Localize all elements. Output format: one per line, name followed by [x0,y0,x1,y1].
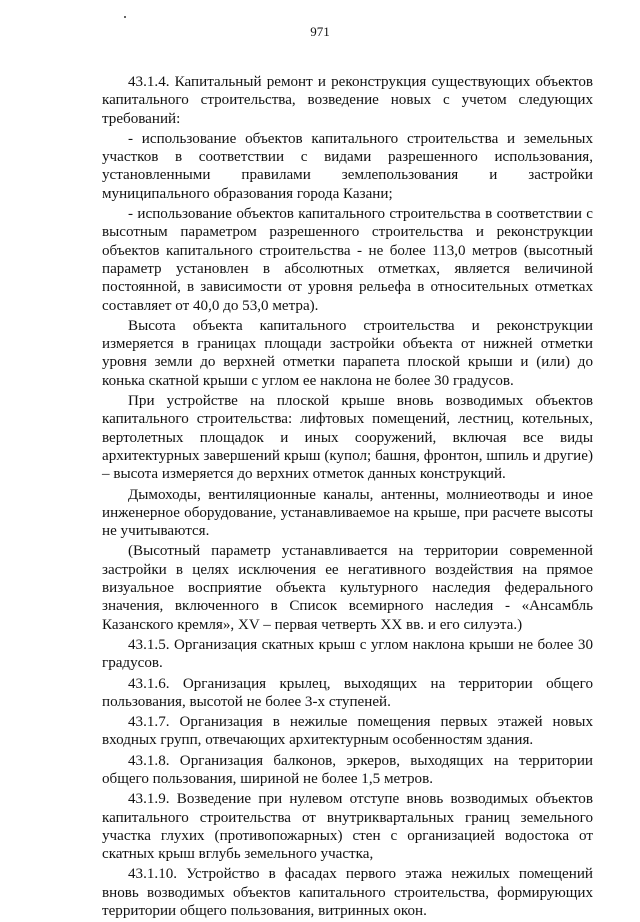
paragraph-43-1-4: 43.1.4. Капитальный ремонт и реконструкция существующих объектов капитального строительства, возведение новых с учетом следующих требований: [102,74,593,127]
document-body [102,73,593,922]
scan-speck [124,16,126,18]
paragraph-43-1-10: 43.1.10. Устройство в фасадах первого этажа нежилых помещений вновь возводимых объектов капитального строительства, формирующих территории общего пользования, витринных окон. [102,866,593,920]
paragraph-43-1-5: 43.1.5. Организация скатных крыш с углом наклона крыши не более 30 градусов. [102,636,593,672]
paragraph-flat-roof: При устройстве на плоской крыше вновь возводимых объектов капитального строительства: лифтовых помещений, лестниц, котельных, вертолетных площадок и иных сооружений, включая все виды архитектурных завершений крыш (купол; башня, фронтон, шпиль и другие) – высота измеряется до верхних отметок данных конструкций. [102,393,593,483]
paragraph-43-1-9: 43.1.9. Возведение при нулевом отступе вновь возводимых объектов капитального строительства от внутриквартальных границ земельного участка глухих (противопожарных) стен с организацией водостока от скатных крыш вглубь земельного участка, [102,791,593,863]
paragraph-heritage-note: (Высотный параметр устанавливается на территории современной застройки в целях исключения ее негативного воздействия на прямое визуальное восприятие объекта культурного наследия федерального значения, включенного в Список всемирного наследия - «Ансамбль Казанского кремля», XV – первая четверть XX вв. и его силуэта.) [102,543,593,633]
paragraph-chimneys: Дымоходы, вентиляционные каналы, антенны, молниеотводы и иное инженерное оборудование, устанавливаемое на крыше, при расчете высоты не учитываются. [102,486,593,540]
paragraph-height-measurement: Высота объекта капитального строительства и реконструкции измеряется в границах площади застройки объекта от нижней отметки уровня земли до верхней отметки парапета плоской крыши и (или) до конька скатной крыши с углом ее наклона не более 30 градусов. [102,317,593,389]
page-number: 971 [310,24,330,39]
paragraph-height-parameter: - использование объектов капитального строительства в соответствии с высотным параметром разрешенного строительства и реконструкции объектов капитального строительства - не более 113,0 метров (высотный параметр установлен в абсолютных отметках, является величиной постоянной, в зависимости от уровня рельефа в относительных отметках составляет от 40,0 до 53,0 метра). [102,206,593,314]
paragraph-43-1-7: 43.1.7. Организация в нежилые помещения первых этажей новых входных групп, отвечающих архитектурным особенностям здания. [102,714,593,749]
paragraph-43-1-6: 43.1.6. Организация крылец, выходящих на территории общего пользования, высотой не более 3-х ступеней. [102,675,593,710]
paragraph-land-use: - использование объектов капитального строительства и земельных участков в соответствии с видами разрешенного использования, установленными правилами землепользования и застройки муниципального образования города Казани; [102,130,593,202]
paragraph-43-1-8: 43.1.8. Организация балконов, эркеров, выходящих на территории общего пользования, шириной не более 1,5 метров. [102,752,593,787]
